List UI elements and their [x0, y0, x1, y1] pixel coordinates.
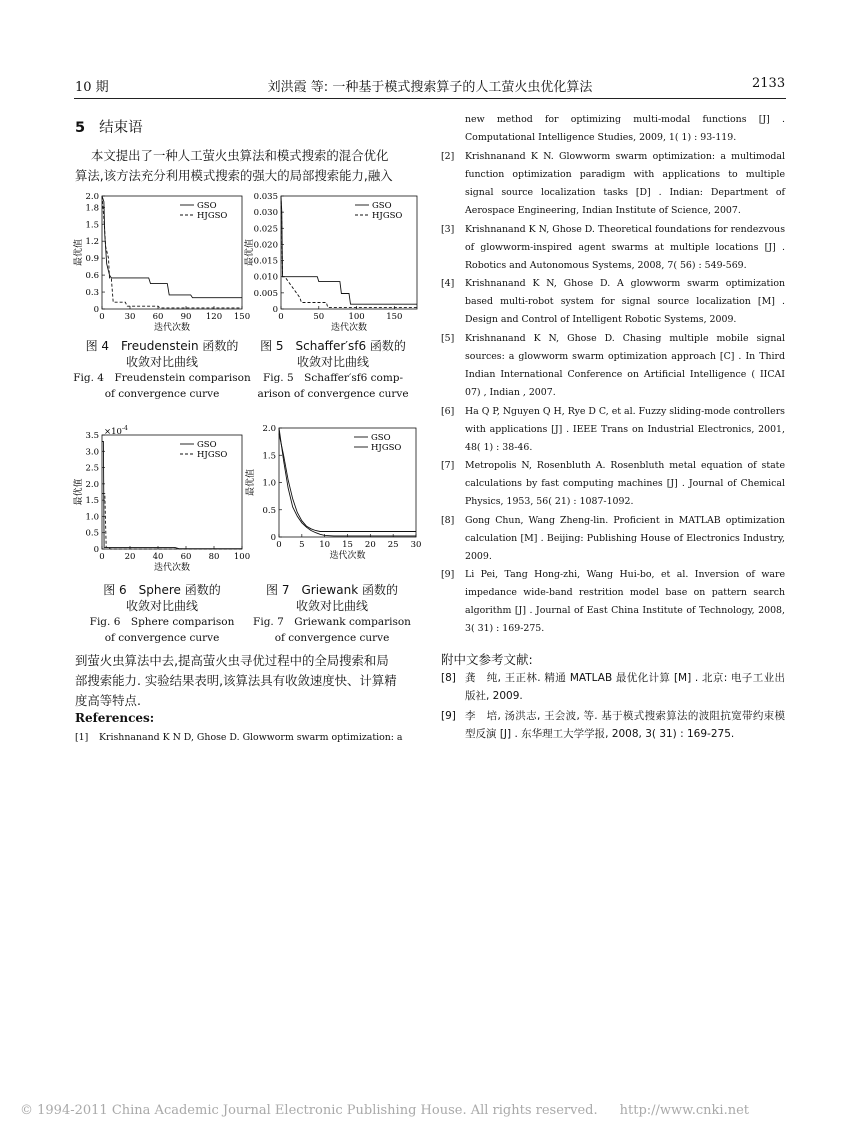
x-tick-label: 0	[99, 552, 105, 562]
y-tick-label: 1.2	[85, 237, 99, 248]
reference-number: [4]	[441, 278, 455, 289]
copyright-text: © 1994-2011 China Academic Journal Electronic Publishing House. All rights reserved.	[20, 1103, 598, 1118]
running-title: 刘洪霞 等: 一种基于模式搜索算子的人工萤火虫优化算法	[267, 80, 593, 95]
y-tick-label: 2.5	[85, 463, 99, 474]
reference-text: Krishnanand K N, Ghose D. A glowworm swarm optimization based multi-robot system for signal source localization [M] . Design and Control of Intelligent Robotic Systems, 2009.	[465, 278, 785, 325]
reference-text: Ha Q P, Nguyen Q H, Rye D C, et al. Fuzzy sliding-mode controllers with applications [J] . IEEE Trans on Industrial Electronics, 2001, 48( 1) : 38-46.	[465, 406, 785, 453]
section-title	[75, 116, 143, 137]
reference-text: Krishnanand K N. Glowworm swarm optimization: a multimodal function optimization paradigm with applications to multiple signal source localization tasks [D] . Indian: Department of Aerospace Engineering, Indian Institute of Science, 2007.	[465, 151, 785, 216]
x-tick-label: 0	[99, 312, 105, 322]
x-tick-label: 10	[319, 540, 331, 550]
x-tick-label: 150	[386, 312, 403, 322]
x-tick-label: 40	[152, 552, 164, 562]
y-tick-label: 0	[93, 305, 99, 315]
x-tick-label: 60	[180, 552, 192, 562]
fig7-caption	[246, 582, 418, 646]
section-title-text: 结束语	[99, 120, 143, 136]
fig4-caption-en1: Fig. 4 Freudenstein comparison	[73, 372, 251, 384]
section-number: 5	[75, 120, 86, 136]
x-tick-label: 80	[208, 552, 220, 562]
x-tick-label: 0	[278, 312, 284, 322]
y-tick-label: 1.0	[85, 512, 99, 523]
fig7-caption-zh1: 图 7 Griewank 函数的	[266, 583, 398, 597]
page-number: 2133	[752, 76, 786, 91]
y-tick-label: 0.5	[85, 528, 99, 539]
reference-number: [2]	[441, 151, 455, 162]
x-tick-label: 50	[313, 312, 325, 322]
y-tick-label: 1.5	[85, 220, 99, 231]
y-tick-label: 0.020	[253, 240, 278, 251]
fig5-caption	[248, 338, 418, 402]
fig5-chart	[244, 188, 422, 334]
legend-label: GSO	[197, 201, 217, 211]
reference-number: [5]	[441, 333, 455, 344]
fig5-caption-en2: arison of convergence curve	[257, 388, 409, 400]
y-tick-label: 2.0	[262, 424, 276, 434]
reference-text: Krishnanand K N, Ghose D. Theoretical foundations for rendezvous of glowworm-inspired agent swarms at multiple locations [J] . Robotics and Autonomous Systems, 2008, 7( 56) : 549-569.	[465, 224, 785, 271]
reference-text: Metropolis N, Rosenbluth A. Rosenbluth metal equation of state calculations by fast computing machines [J] . Journal of Chemical Physics, 1953, 56( 21) : 1087-1092.	[465, 460, 785, 507]
reference-number: [9]	[441, 710, 456, 722]
reference-item	[441, 403, 785, 457]
x-axis-label: 迭代次数	[153, 323, 191, 333]
reference-number: [9]	[441, 569, 455, 580]
reference-item	[441, 330, 785, 402]
reference-item	[441, 457, 785, 511]
x-tick-label: 25	[387, 540, 399, 550]
reference-number: [8]	[441, 515, 455, 526]
fig6-caption-zh1: 图 6 Sphere 函数的	[103, 583, 221, 597]
reference-continuation	[441, 111, 785, 147]
y-tick-label: 3.0	[85, 447, 99, 458]
body-line: 算法,该方法充分利用模式搜索的强大的局部搜索能力,融入	[75, 168, 393, 183]
y-tick-label: 1.0	[262, 478, 276, 489]
x-axis-label: 迭代次数	[329, 551, 366, 561]
y-tick-label: 0.5	[262, 505, 276, 516]
fig6-caption-zh2: 收敛对比曲线	[125, 599, 198, 613]
y-tick-label: 0.025	[253, 224, 278, 235]
y-tick-label: 3.5	[85, 431, 99, 441]
y-tick-label: 0.030	[253, 208, 278, 219]
fig5-caption-zh1: 图 5 Schaffer′sf6 函数的	[260, 339, 406, 353]
fig7-caption-en2: of convergence curve	[274, 632, 390, 644]
legend-label: GSO	[371, 433, 391, 443]
fig6-caption-en1: Fig. 6 Sphere comparison	[89, 616, 235, 628]
reference-text: Li Pei, Tang Hong-zhi, Wang Hui-bo, et al. Inversion of ware impedance wide-band restrition model base on pattern search algorithm [J] . Journal of East China Institute of Technology, 2008, 3( 31) : 169-275.	[465, 569, 785, 634]
x-axis-label: 迭代次数	[330, 323, 368, 333]
fig4-caption	[72, 338, 252, 402]
x-tick-label: 100	[233, 552, 251, 562]
reference-item	[75, 729, 419, 747]
fig6-chart	[72, 420, 254, 576]
x-tick-label: 120	[205, 312, 223, 322]
y-tick-label: 2.0	[85, 479, 99, 490]
cnki-url[interactable]: http://www.cnki.net	[619, 1103, 749, 1118]
header-rule	[74, 98, 786, 99]
x-axis-label: 迭代次数	[153, 563, 191, 573]
fig4-caption-zh1: 图 4 Freudenstein 函数的	[85, 339, 239, 353]
reference-text: 龚 纯, 王正林. 精通 MATLAB 最优化计算 [M] . 北京: 电子工业出版社, 2009.	[465, 672, 785, 702]
y-tick-label: 0.6	[85, 271, 99, 282]
reference-number: [1]	[75, 732, 89, 743]
y-multiplier-exponent: -4	[121, 425, 128, 432]
fig6-caption-en2: of convergence curve	[104, 632, 220, 644]
legend-label: HJGSO	[197, 211, 228, 221]
y-tick-label: 0.035	[253, 192, 278, 202]
reference-text: Gong Chun, Wang Zheng-lin. Proficient in MATLAB optimization calculation [M] . Beijing: Publishing House of Electronics Industry, 2009.	[465, 515, 785, 562]
y-tick-label: 0	[270, 533, 276, 543]
y-tick-label: 0.015	[253, 256, 278, 267]
fig4-caption-en2: of convergence curve	[104, 388, 220, 400]
page-issue: 10 期	[75, 80, 109, 95]
y-axis-label: 最优值	[245, 238, 255, 267]
x-tick-label: 100	[348, 312, 365, 322]
y-multiplier: $\times 10^{-4}$	[104, 425, 128, 437]
reference-item	[441, 221, 785, 275]
x-tick-label: 30	[410, 540, 422, 550]
reference-number: [7]	[441, 460, 455, 471]
reference-item	[441, 275, 785, 329]
body-line: 部搜索能力. 实验结果表明,该算法具有收敛速度快、计算精	[75, 673, 397, 688]
fig4-caption-zh2: 收敛对比曲线	[125, 355, 198, 369]
body-line: 到萤火虫算法中去,提高萤火虫寻优过程中的全局搜索和局	[75, 653, 389, 668]
x-tick-label: 90	[180, 312, 192, 322]
y-tick-label: 1.8	[85, 203, 99, 214]
legend-label: GSO	[197, 440, 217, 450]
fig5-caption-zh2: 收敛对比曲线	[296, 355, 369, 369]
y-tick-label: 0.010	[253, 272, 278, 283]
cn-references-heading: 附中文参考文献:	[441, 652, 533, 667]
legend-label: HJGSO	[371, 443, 402, 453]
reference-number: [8]	[441, 672, 456, 684]
fig5-caption-en1: Fig. 5 Schaffer′sf6 comp-	[262, 372, 404, 384]
reference-text: 李 培, 汤洪志, 王会波, 等. 基于模式搜索算法的波阻抗宽带约束模型反演 [J] . 东华理工大学学报, 2008, 3( 31) : 169-275.	[465, 710, 785, 740]
references-heading: References:	[75, 711, 155, 725]
reference-item	[441, 512, 785, 566]
x-tick-label: 20	[364, 540, 376, 550]
legend-label: HJGSO	[197, 450, 228, 460]
x-tick-label: 150	[233, 312, 251, 322]
x-tick-label: 20	[124, 552, 136, 562]
y-axis-label: 最优值	[74, 238, 84, 267]
fig6-caption	[72, 582, 252, 646]
fig4-chart	[72, 188, 254, 334]
copyright-footer	[20, 1103, 749, 1118]
x-tick-label: 15	[342, 540, 353, 550]
legend-label: GSO	[372, 201, 392, 211]
y-tick-label: 0	[272, 305, 278, 315]
reference-number: [3]	[441, 224, 455, 235]
y-tick-label: 0.005	[253, 288, 278, 299]
y-axis-label: 最优值	[74, 478, 84, 506]
y-tick-label: 2.0	[85, 192, 99, 202]
y-axis-label: 最优值	[246, 468, 256, 497]
fig7-chart	[244, 420, 422, 576]
y-tick-label: 0	[93, 545, 99, 555]
reference-text: new method for optimizing multi-modal functions [J] . Computational Intelligence Studies, 2009, 1( 1) : 93-119.	[465, 114, 785, 143]
fig7-caption-en1: Fig. 7 Griewank comparison	[253, 616, 411, 628]
y-tick-label: 0.3	[85, 288, 99, 299]
x-tick-label: 30	[124, 312, 136, 322]
fig7-caption-zh2: 收敛对比曲线	[295, 599, 368, 613]
y-tick-label: 1.5	[85, 496, 99, 507]
x-tick-label: 0	[276, 540, 282, 550]
legend-label: HJGSO	[372, 211, 403, 221]
series-line-hjgso	[102, 494, 242, 549]
y-tick-label: 1.5	[262, 451, 276, 462]
reference-text: Krishnanand K N, Ghose D. Chasing multiple mobile signal sources: a glowworm swarm optimization approach [C] . In Third Indian International Conference on Artificial Intelligence ( IICAI 07) , Indian , 2007.	[465, 333, 785, 398]
reference-item	[441, 148, 785, 220]
reference-item	[441, 566, 785, 638]
reference-number: [6]	[441, 406, 455, 417]
y-tick-label: 0.9	[85, 254, 99, 265]
reference-text: Krishnanand K N D, Ghose D. Glowworm swarm optimization: a	[99, 732, 403, 743]
x-tick-label: 5	[299, 540, 305, 550]
body-line: 度高等特点.	[75, 693, 141, 708]
x-tick-label: 60	[152, 312, 164, 322]
body-line: 本文提出了一种人工萤火虫算法和模式搜索的混合优化	[91, 148, 389, 163]
